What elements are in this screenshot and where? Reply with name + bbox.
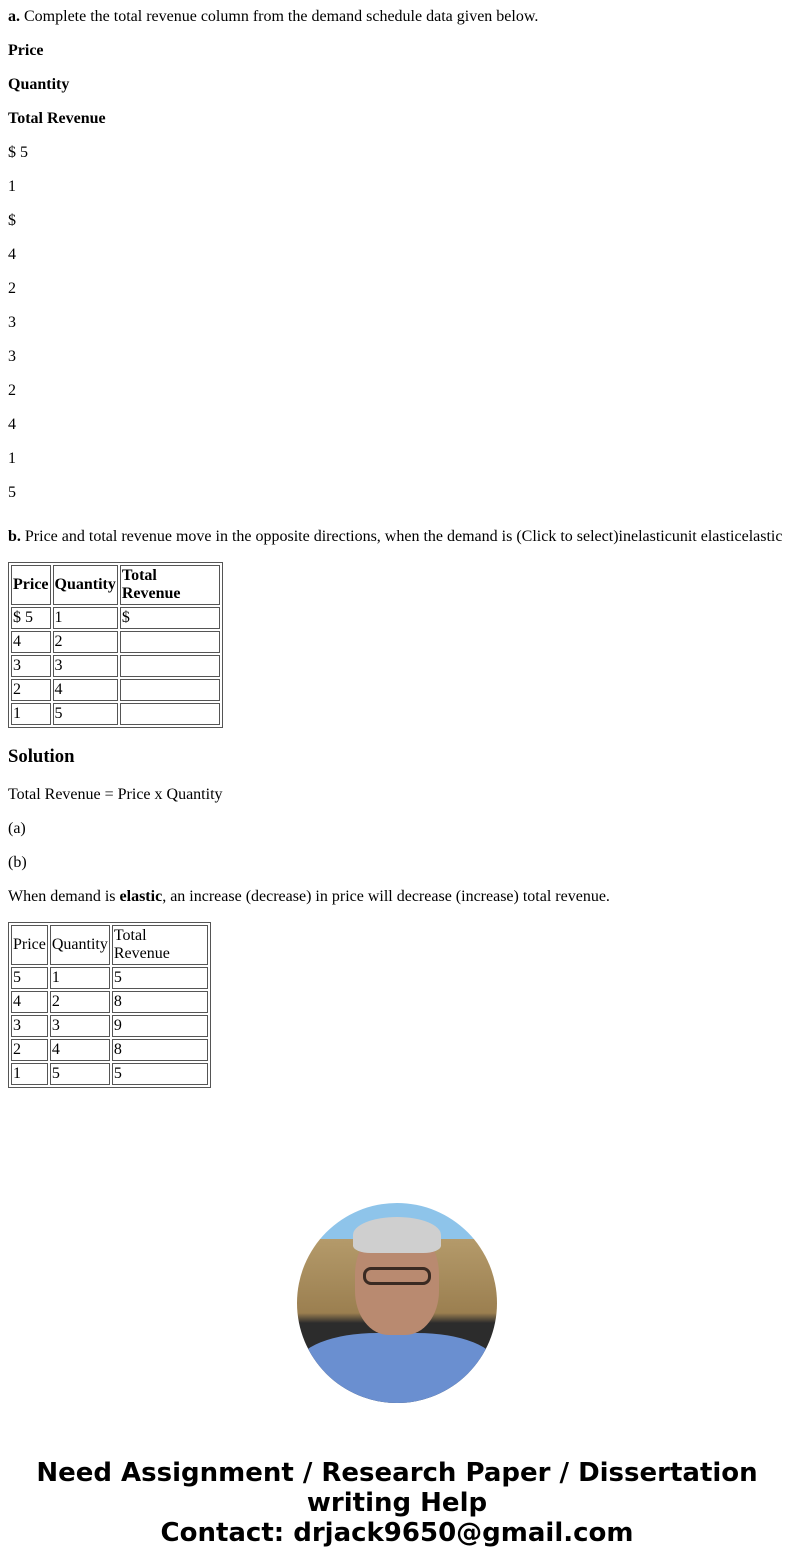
table-header-row bbox=[11, 925, 208, 965]
column-header: Price bbox=[11, 565, 51, 605]
table-cell: 1 bbox=[11, 703, 51, 725]
column-header: Quantity bbox=[50, 925, 110, 965]
question-a bbox=[8, 8, 786, 26]
table-cell bbox=[120, 679, 220, 701]
table-row bbox=[11, 1015, 208, 1037]
flat-value: 3 bbox=[8, 348, 16, 365]
table-row bbox=[11, 967, 208, 989]
a-text: Complete the total revenue column from the demand schedule data given below. bbox=[20, 8, 539, 25]
table-cell: 4 bbox=[11, 991, 48, 1013]
b-text[interactable]: Price and total revenue move in the opposite directions, when the demand is (Click to select)inelasticunit elasticelastic bbox=[20, 528, 783, 545]
table-row bbox=[11, 631, 220, 653]
header-total-revenue bbox=[8, 110, 786, 128]
explain-bold: elastic bbox=[119, 888, 163, 905]
part-a: (a) bbox=[8, 820, 26, 837]
flat-value: $ bbox=[8, 212, 16, 229]
table-cell: 1 bbox=[50, 967, 110, 989]
author-photo bbox=[297, 1203, 497, 1403]
table-row bbox=[11, 1039, 208, 1061]
table-cell: 4 bbox=[53, 679, 118, 701]
photo-container bbox=[8, 1203, 786, 1408]
header-quantity bbox=[8, 76, 786, 94]
explain-text: , an increase (decrease) in price will decrease (increase) total revenue. bbox=[162, 888, 610, 905]
flat-value-list bbox=[8, 144, 786, 502]
table-cell: 5 bbox=[112, 1063, 208, 1085]
header-text: Quantity bbox=[8, 76, 70, 93]
column-header: Quantity bbox=[53, 565, 118, 605]
flat-value: 1 bbox=[8, 450, 16, 467]
flat-value: 2 bbox=[8, 280, 16, 297]
table-row bbox=[11, 703, 220, 725]
table-cell: 3 bbox=[11, 655, 51, 677]
flat-value: 3 bbox=[8, 314, 16, 331]
column-header: Total Revenue bbox=[112, 925, 208, 965]
flat-value: 5 bbox=[8, 484, 16, 501]
table-cell: 5 bbox=[53, 703, 118, 725]
table-cell: 9 bbox=[112, 1015, 208, 1037]
cta-line-3: Contact: drjack9650@gmail.com bbox=[160, 1518, 634, 1548]
table-cell: 2 bbox=[50, 991, 110, 1013]
table-cell: 3 bbox=[50, 1015, 110, 1037]
table-cell: 3 bbox=[53, 655, 118, 677]
question-b bbox=[8, 528, 786, 546]
flat-value: $ 5 bbox=[8, 144, 28, 161]
flat-value: 4 bbox=[8, 246, 16, 263]
formula: Total Revenue = Price x Quantity bbox=[8, 786, 223, 803]
table-cell: 4 bbox=[11, 631, 51, 653]
column-header: Price bbox=[11, 925, 48, 965]
table-cell: 1 bbox=[53, 607, 118, 629]
table-row bbox=[11, 1063, 208, 1085]
table-row bbox=[11, 991, 208, 1013]
table-cell: 2 bbox=[53, 631, 118, 653]
part-b: (b) bbox=[8, 854, 27, 871]
table-cell: $ bbox=[120, 607, 220, 629]
table-cell: 4 bbox=[50, 1039, 110, 1061]
header-text: Total Revenue bbox=[8, 110, 106, 127]
flat-value: 2 bbox=[8, 382, 16, 399]
table-cell: 5 bbox=[11, 967, 48, 989]
header-price bbox=[8, 42, 786, 60]
column-header: Total Revenue bbox=[120, 565, 220, 605]
table-row bbox=[11, 655, 220, 677]
table-cell bbox=[120, 655, 220, 677]
flat-value: 4 bbox=[8, 416, 16, 433]
table-cell: 8 bbox=[112, 991, 208, 1013]
header-text: Price bbox=[8, 42, 44, 59]
table-row bbox=[11, 607, 220, 629]
table-cell: 3 bbox=[11, 1015, 48, 1037]
question-table bbox=[8, 562, 223, 728]
explain-text: When demand is bbox=[8, 888, 120, 905]
b-label: b. bbox=[8, 528, 21, 545]
cta-line-1: Need Assignment / Research Paper / Dissertation bbox=[36, 1458, 758, 1488]
table-cell: 2 bbox=[11, 679, 51, 701]
table-cell: 5 bbox=[50, 1063, 110, 1085]
solution-heading: Solution bbox=[8, 746, 75, 767]
table-cell: 8 bbox=[112, 1039, 208, 1061]
table-cell bbox=[120, 631, 220, 653]
table-header-row bbox=[11, 565, 220, 605]
cta-line-2: writing Help bbox=[306, 1488, 488, 1518]
table-row bbox=[11, 679, 220, 701]
table-cell: 2 bbox=[11, 1039, 48, 1061]
solution-table bbox=[8, 922, 211, 1088]
table-cell: 1 bbox=[11, 1063, 48, 1085]
table-cell: 5 bbox=[112, 967, 208, 989]
explanation bbox=[8, 888, 786, 906]
flat-value: 1 bbox=[8, 178, 16, 195]
table-cell: $ 5 bbox=[11, 607, 51, 629]
a-label: a. bbox=[8, 8, 20, 25]
table-cell bbox=[120, 703, 220, 725]
contact-banner bbox=[8, 1458, 786, 1548]
